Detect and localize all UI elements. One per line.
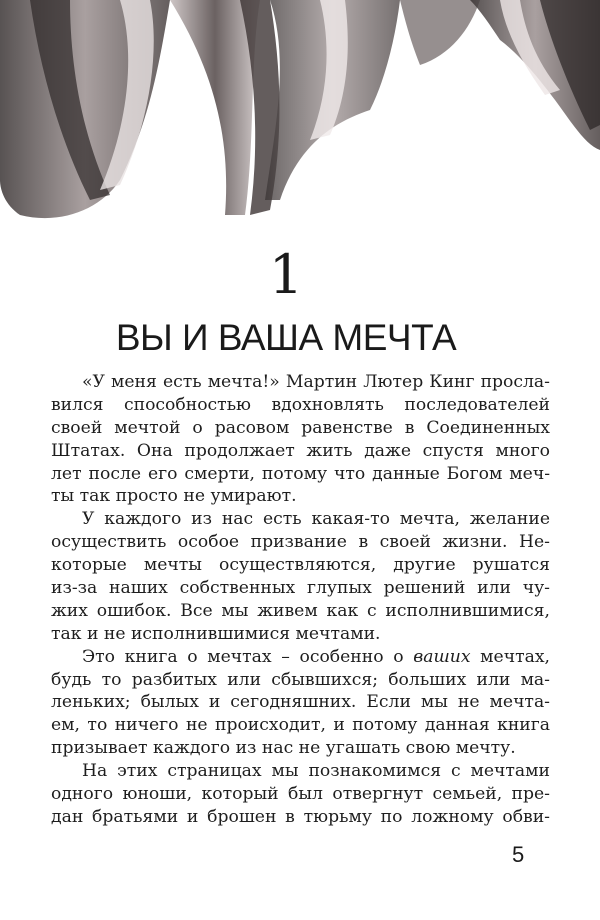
- chapter-number: 1: [268, 243, 304, 306]
- text-line: [51, 783, 550, 806]
- text-line: [51, 646, 550, 669]
- text-line: [51, 806, 550, 829]
- body-text: [51, 371, 550, 829]
- text-segment: из-за наших собственных глупых решений или чу-: [51, 578, 550, 599]
- text-segment: жих ошибок. Все мы живем как с исполнившимися,: [51, 600, 550, 621]
- text-segment: У каждого из нас есть какая-то мечта, желание: [82, 509, 550, 530]
- text-line: [51, 623, 550, 646]
- text-segment: леньких; былых и сегодняшних. Если мы не мечта-: [51, 692, 550, 713]
- text-line: [51, 760, 550, 783]
- text-segment: ты так просто не умирают.: [51, 486, 297, 507]
- text-line: [51, 600, 550, 623]
- text-segment: мечтах,: [470, 646, 550, 667]
- page-number: 5: [512, 842, 525, 867]
- text-line: [51, 531, 550, 554]
- text-line: [51, 554, 550, 577]
- text-line: [51, 691, 550, 714]
- text-segment: своей мечтой о расовом равенстве в Соединенных: [51, 417, 550, 438]
- text-line: [51, 508, 550, 531]
- text-line: [51, 463, 550, 486]
- text-line: [51, 714, 550, 737]
- text-segment: вился способностью вдохновлять последователей: [51, 394, 550, 415]
- text-line: [51, 440, 550, 463]
- text-segment: осуществить особое призвание в своей жизни. Не-: [51, 532, 550, 553]
- text-segment: будь то разбитых или сбывшихся; больших или ма-: [51, 669, 550, 690]
- text-segment: дан братьями и брошен в тюрьму по ложному обви-: [51, 806, 550, 827]
- chapter-title: ВЫ И ВАША МЕЧТА: [115, 317, 457, 358]
- text-line: [51, 417, 550, 440]
- brush-stroke-illustration: [0, 0, 600, 230]
- text-segment: Это книга о мечтах – особенно о: [82, 646, 414, 667]
- text-segment: которые мечты осуществляются, другие рушатся: [51, 555, 550, 576]
- text-line: [51, 577, 550, 600]
- text-line: [51, 485, 550, 508]
- text-segment: так и не исполнившимися мечтами.: [51, 623, 381, 644]
- text-segment: Штатах. Она продолжает жить даже спустя много: [51, 440, 550, 461]
- text-segment: одного юноши, который был отвергнут семьей, пре-: [51, 784, 550, 805]
- text-line: [51, 394, 550, 417]
- text-segment: На этих страницах мы познакомимся с мечтами: [82, 761, 550, 782]
- text-line: [51, 737, 550, 760]
- text-segment: лет после его смерти, потому что данные Богом меч-: [51, 463, 550, 484]
- italic-emphasis: ваших: [413, 646, 471, 667]
- text-line: [51, 371, 550, 394]
- text-line: [51, 669, 550, 692]
- text-segment: призывает каждого из нас не угашать свою мечту.: [51, 738, 516, 759]
- text-segment: ем, то ничего не происходит, и потому данная книга: [51, 715, 550, 736]
- text-segment: «У меня есть мечта!» Мартин Лютер Кинг просла-: [82, 372, 550, 392]
